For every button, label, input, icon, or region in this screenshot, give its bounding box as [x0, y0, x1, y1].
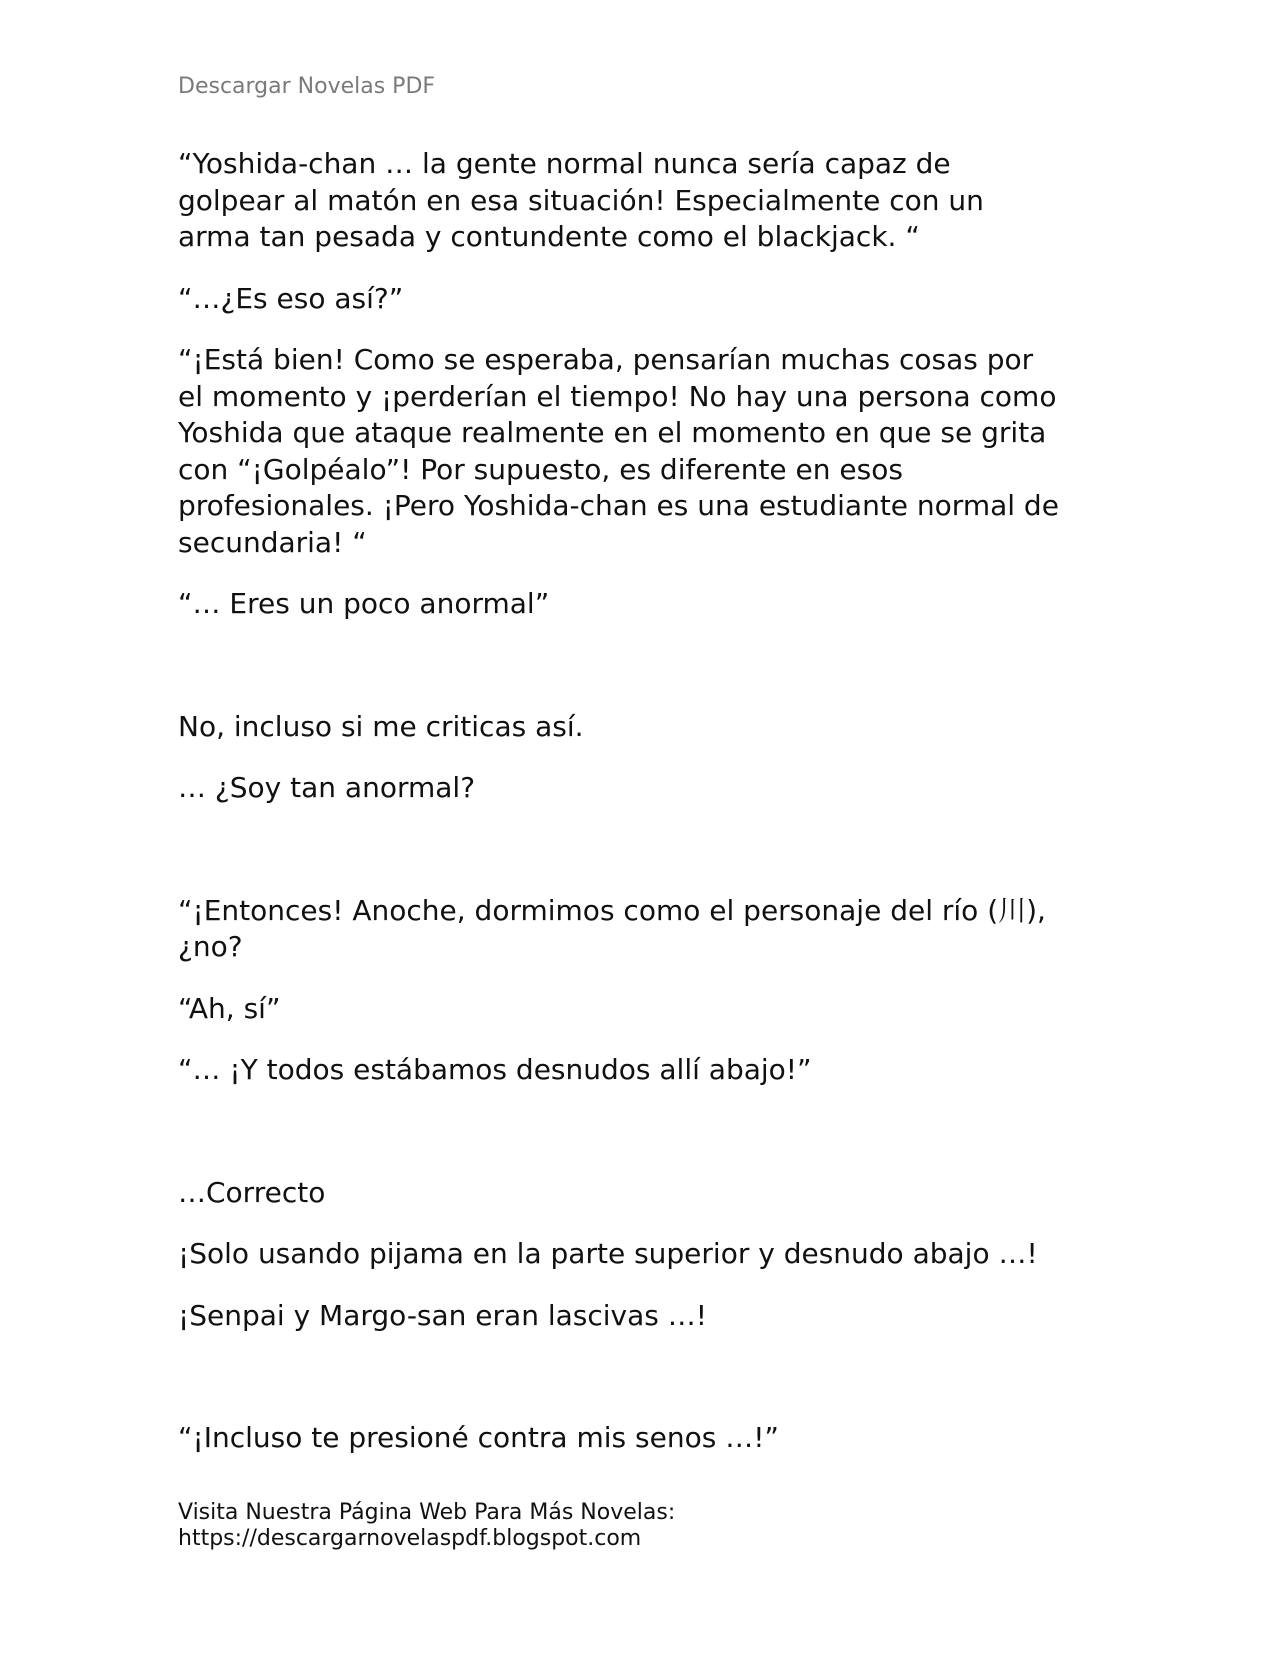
blank-space — [178, 1359, 1108, 1420]
paragraph-line: “¡Entonces! Anoche, dormimos como el personaje del río (川), — [178, 893, 1046, 927]
page-header: Descargar Novelas PDF — [178, 74, 436, 99]
paragraph-line: el momento y ¡perderían el tiempo! No hay una persona como — [178, 379, 1057, 413]
paragraph-line: “Ah, sí” — [178, 991, 281, 1025]
paragraph-12 — [178, 1298, 1108, 1335]
paragraph-line: arma tan pesada y contundente como el blackjack. “ — [178, 220, 920, 253]
paragraph-line: con “¡Golpéalo”! Por supuesto, es diferente en esos — [178, 452, 903, 486]
paragraph-line: profesionales. ¡Pero Yoshida-chan es una estudiante normal de — [178, 489, 1059, 522]
paragraph-2 — [178, 281, 1108, 318]
document-body — [178, 146, 1108, 1482]
paragraph-13 — [178, 1420, 1108, 1457]
paragraph-1 — [178, 146, 1108, 256]
paragraph-line: …Correcto — [178, 1175, 326, 1209]
paragraph-11 — [178, 1236, 1108, 1273]
paragraph-line: “Yoshida-chan … la gente normal nunca sería capaz de — [178, 147, 951, 180]
blank-space — [178, 832, 1108, 893]
paragraph-line: ¿no? — [178, 930, 243, 963]
paragraph-line: ¡Senpai y Margo-san eran lascivas …! — [178, 1298, 707, 1332]
paragraph-line: “…¿Es eso así?” — [178, 281, 404, 315]
paragraph-line: “¡Incluso te presioné contra mis senos …!” — [178, 1421, 779, 1454]
paragraph-7 — [178, 893, 1108, 966]
footer-promo-text: Visita Nuestra Página Web Para Más Novelas: — [178, 1500, 676, 1525]
paragraph-6 — [178, 770, 1108, 807]
page-footer — [178, 1500, 675, 1552]
paragraph-4 — [178, 586, 1108, 623]
paragraph-line: “¡Está bien! Como se esperaba, pensarían muchas cosas por — [178, 343, 1034, 376]
paragraph-10 — [178, 1175, 1108, 1212]
blank-space — [178, 648, 1108, 709]
paragraph-line: “… Eres un poco anormal” — [178, 587, 550, 620]
paragraph-9 — [178, 1052, 1108, 1089]
paragraph-line: golpear al matón en esa situación! Especialmente con un — [178, 183, 984, 217]
paragraph-5 — [178, 709, 1108, 746]
paragraph-line: … ¿Soy tan anormal? — [178, 771, 476, 804]
paragraph-line: ¡Solo usando pijama en la parte superior y desnudo abajo …! — [178, 1237, 1038, 1270]
paragraph-line: Yoshida que ataque realmente en el momento en que se grita — [178, 416, 1047, 449]
paragraph-3 — [178, 342, 1108, 561]
paragraph-line: No, incluso si me criticas así. — [178, 709, 584, 743]
paragraph-8 — [178, 991, 1108, 1028]
paragraph-line: secundaria! “ — [178, 525, 367, 559]
footer-url: https://descargarnovelaspdf.blogspot.com — [178, 1526, 642, 1551]
blank-space — [178, 1114, 1108, 1175]
paragraph-line: “… ¡Y todos estábamos desnudos allí abajo!” — [178, 1053, 812, 1086]
